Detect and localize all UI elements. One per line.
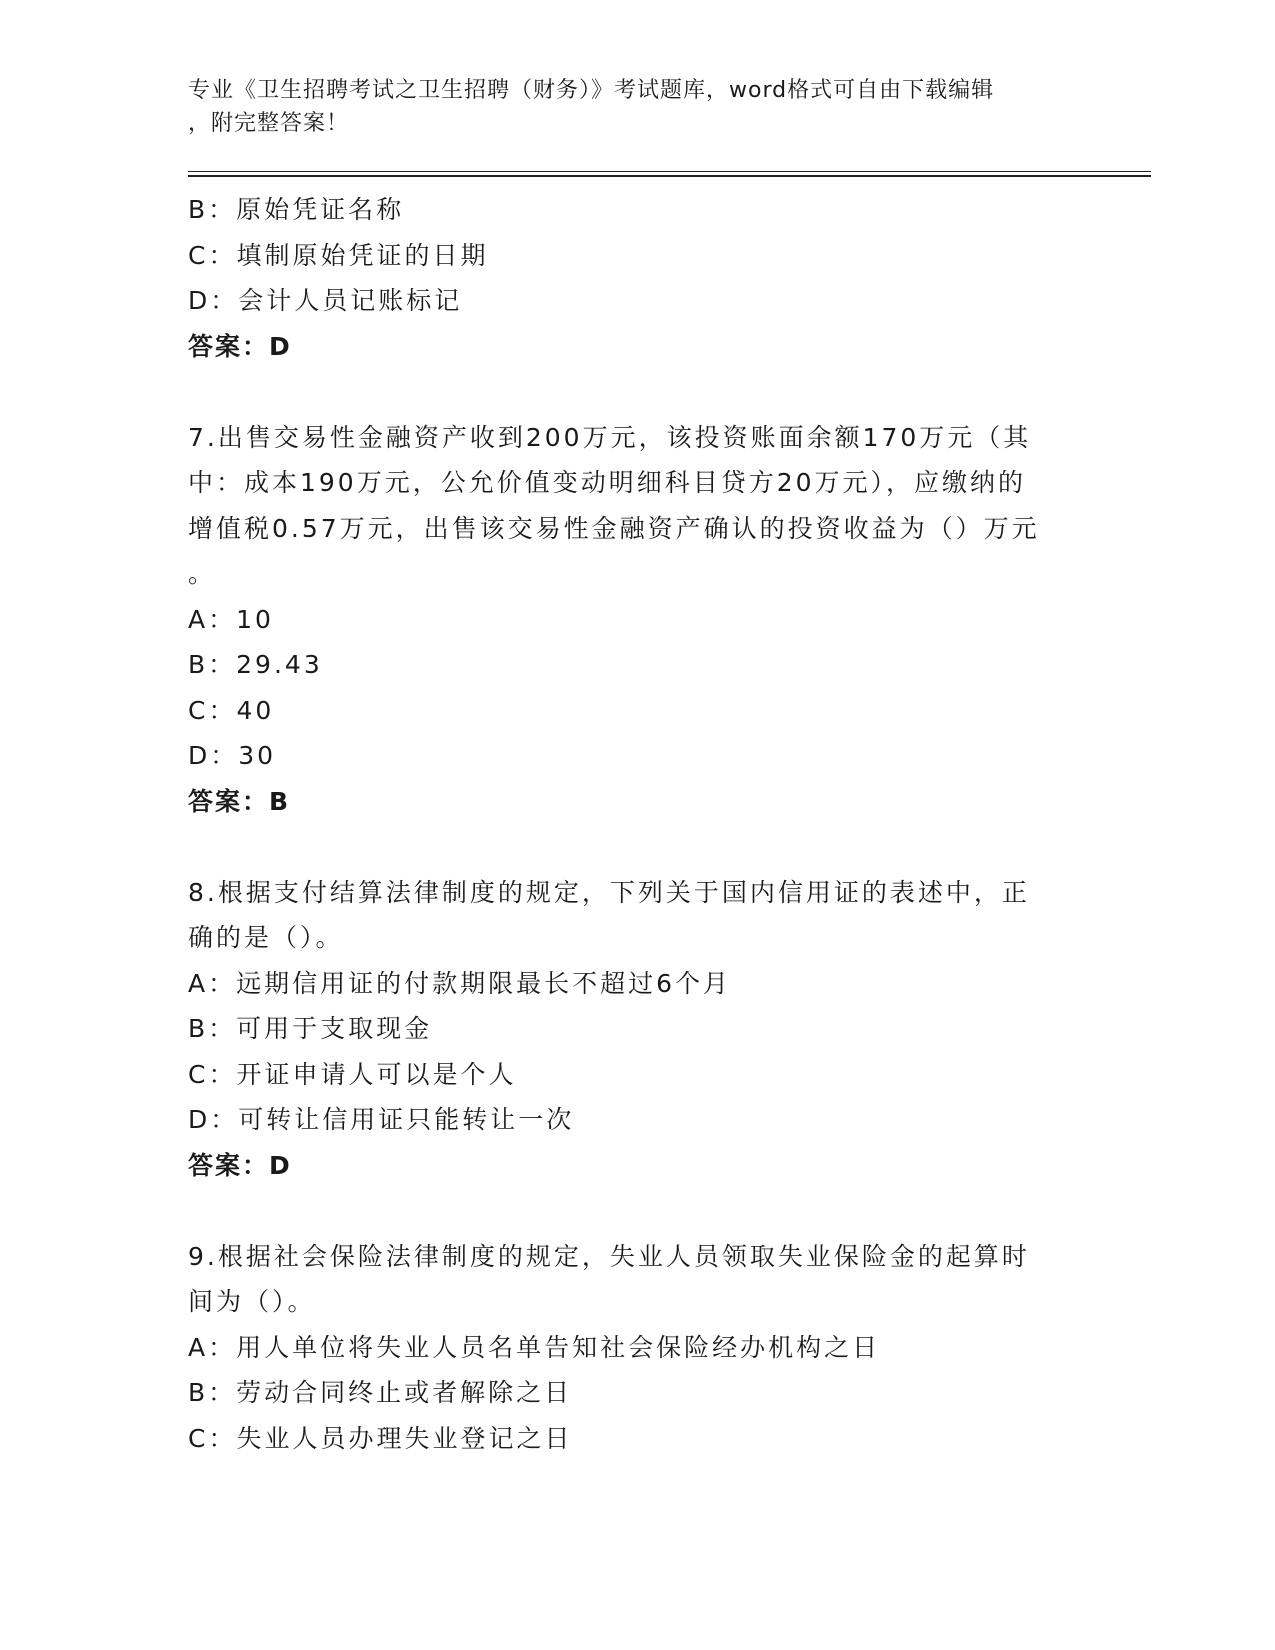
question-list bbox=[188, 187, 1088, 1461]
option-b: B：劳动合同终止或者解除之日 bbox=[188, 1378, 573, 1407]
option-b: B：原始凭证名称 bbox=[188, 195, 405, 224]
spacer bbox=[188, 369, 1088, 415]
option-c: C：开证申请人可以是个人 bbox=[188, 1059, 517, 1089]
question-7 bbox=[188, 415, 1088, 825]
header-rule-bottom bbox=[188, 175, 1151, 177]
option-c: C：失业人员办理失业登记之日 bbox=[188, 1423, 573, 1453]
question-6-tail bbox=[188, 187, 1088, 369]
answer-label: 答案：D bbox=[188, 1150, 292, 1180]
option-c: C：填制原始凭证的日期 bbox=[188, 240, 489, 270]
answer-label: 答案：D bbox=[188, 331, 292, 361]
spacer bbox=[188, 824, 1088, 870]
question-stem-line: 8.根据支付结算法律制度的规定，下列关于国内信用证的表述中，正 bbox=[188, 877, 1030, 907]
option-a: A：用人单位将失业人员名单告知社会保险经办机构之日 bbox=[188, 1332, 881, 1362]
option-a: A：远期信用证的付款期限最长不超过6个月 bbox=[188, 968, 732, 998]
header-line-2: ，附完整答案！ bbox=[188, 111, 350, 136]
question-stem-line: 确的是（）。 bbox=[188, 923, 344, 952]
question-stem-line: 间为（）。 bbox=[188, 1287, 316, 1316]
question-stem-line: 增值税0.57万元，出售该交易性金融资产确认的投资收益为（）万元 bbox=[188, 513, 1040, 543]
option-b: B：29.43 bbox=[188, 650, 323, 679]
option-c: C：40 bbox=[188, 695, 275, 725]
option-d: D：可转让信用证只能转让一次 bbox=[188, 1105, 575, 1134]
question-stem-line: 。 bbox=[188, 559, 217, 588]
question-8 bbox=[188, 870, 1088, 1189]
spacer bbox=[188, 1188, 1088, 1234]
document-header bbox=[188, 74, 1068, 140]
option-a: A：10 bbox=[188, 604, 274, 634]
header-line-1: 专业《卫生招聘考试之卫生招聘（财务）》考试题库，word格式可自由下载编辑 bbox=[188, 78, 995, 103]
question-stem-line: 9.根据社会保险法律制度的规定，失业人员领取失业保险金的起算时 bbox=[188, 1241, 1030, 1271]
question-stem-line: 7.出售交易性金融资产收到200万元，该投资账面余额170万元（其 bbox=[188, 422, 1032, 452]
option-b: B：可用于支取现金 bbox=[188, 1014, 433, 1043]
header-rule-top bbox=[188, 171, 1151, 172]
answer-label: 答案：B bbox=[188, 786, 291, 816]
question-9 bbox=[188, 1234, 1088, 1462]
option-d: D：会计人员记账标记 bbox=[188, 286, 463, 315]
option-d: D：30 bbox=[188, 741, 277, 770]
question-stem-line: 中：成本190万元，公允价值变动明细科目贷方20万元），应缴纳的 bbox=[188, 468, 1027, 497]
